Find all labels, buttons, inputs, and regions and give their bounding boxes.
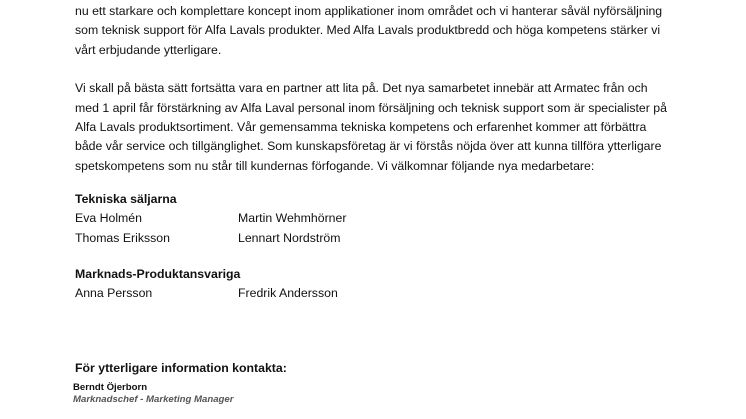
staff-name: Thomas Eriksson bbox=[75, 230, 170, 245]
technical-sales-section bbox=[75, 190, 675, 248]
staff-name: Martin Wehmhörner bbox=[238, 211, 347, 226]
contact-heading: För ytterligare information kontakta: bbox=[75, 361, 287, 375]
text-line: Alfa Lavals produktsortiment. Vår gemensamma tekniska kompetens och erfarenhet kommer att förbättra bbox=[75, 120, 647, 135]
text-line: spetskompetens som nu står till kundernas förfogande. Vi välkomnar följande nya medarbetare: bbox=[75, 158, 595, 173]
intro-paragraph bbox=[75, 2, 715, 60]
marketing-heading: Marknads-Produktansvariga bbox=[75, 267, 241, 281]
staff-name: Anna Persson bbox=[75, 286, 153, 301]
staff-name: Fredrik Andersson bbox=[238, 286, 338, 301]
text-line: Vi skall på bästa sätt fortsätta vara en partner att lita på. Det nya samarbetet innebär att Armatec från och bbox=[75, 81, 648, 96]
technical-sales-heading: Tekniska säljarna bbox=[75, 192, 177, 206]
document-body bbox=[75, 2, 715, 176]
text-line: vårt erbjudande ytterligare. bbox=[75, 42, 222, 57]
staff-row bbox=[75, 209, 675, 228]
staff-name: Lennart Nordström bbox=[238, 230, 341, 245]
partner-paragraph bbox=[75, 79, 715, 176]
text-line: nu ett starkare och komplettare koncept inom applikationer inom området och vi hanterar såväl nyförsäljning bbox=[75, 4, 663, 18]
contact-title: Marknadschef - Marketing Manager bbox=[73, 394, 234, 405]
staff-name: Eva Holmén bbox=[75, 211, 142, 226]
text-line: som teknisk support för Alfa Lavals produkter. Med Alfa Lavals produktbredd och höga kompetens stärker vi bbox=[75, 23, 661, 38]
marketing-section bbox=[75, 265, 675, 304]
staff-row bbox=[75, 284, 675, 303]
staff-row bbox=[75, 229, 675, 248]
contact-name: Berndt Öjerborn bbox=[73, 382, 148, 393]
text-line: med 1 april får förstärkning av Alfa Laval personal inom försäljning och teknisk support som är specialister på bbox=[75, 100, 667, 115]
text-line: både vår service och tillgänglighet. Som kunskapsföretag är vi förstås nöjda över att kunna tillföra ytterligare bbox=[75, 139, 662, 154]
